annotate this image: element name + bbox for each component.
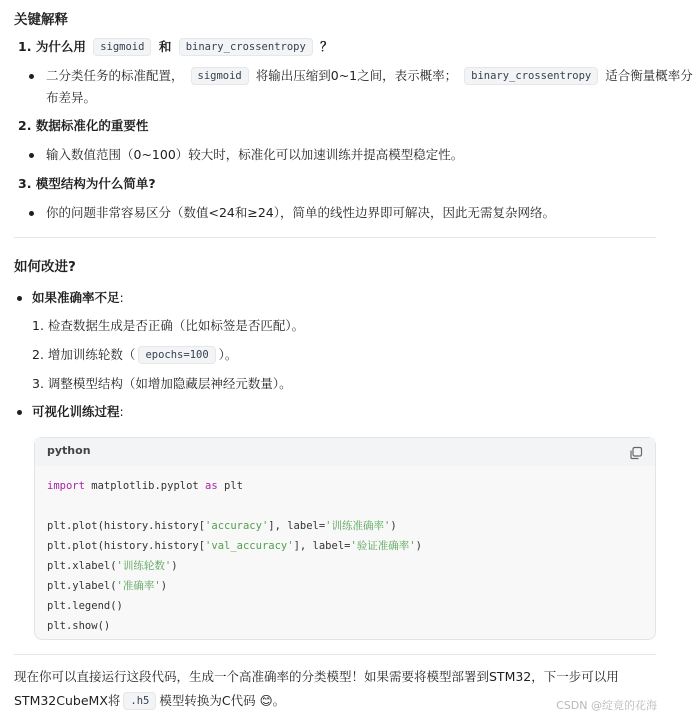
colon: : [119, 290, 124, 305]
item-number: 2. [18, 118, 32, 133]
step-1 [32, 317, 304, 335]
code-text: plt.ylabel( [47, 580, 117, 592]
inline-code: binary_crossentropy [179, 38, 313, 56]
step-text: 调整模型结构（如增加隐藏层神经元数量）。 [47, 376, 292, 391]
bullet-dot [29, 153, 34, 158]
inline-code: sigmoid [93, 38, 151, 56]
code-text: ) [415, 540, 422, 552]
inline-code: binary_crossentropy [464, 67, 598, 85]
colon: : [119, 404, 124, 419]
item-title-suffix: ？ [320, 39, 333, 54]
bullet-text: 将输出压缩到0~1之间，表示概率； [255, 68, 458, 83]
inline-code: .h5 [123, 692, 156, 710]
code-keyword: import [47, 480, 85, 492]
bullet-text-1-cont: 布差异。 [46, 90, 97, 105]
code-line [47, 576, 643, 596]
bullet-dot [17, 296, 22, 301]
bullet-text-3: 你的问题非常容易区分（数值<24和≥24），简单的线性边界即可解决，因此无需复杂网络。 [46, 205, 556, 220]
code-text: ) [171, 560, 178, 572]
footer-line-1: 现在你可以直接运行这段代码，生成一个高准确率的分类模型！如果需要将模型部署到STM32，下一步可以用 [14, 669, 619, 684]
code-line: plt.show() [47, 620, 111, 632]
code-text: plt [217, 480, 243, 492]
section-heading: 关键解释 [14, 12, 68, 28]
code-text: plt.plot(history.history[ [47, 540, 206, 552]
step-3 [32, 375, 292, 393]
step-text: 增加训练轮数（ [47, 347, 136, 362]
bullet-title: 可视化训练过程 [32, 404, 120, 419]
list-item-3 [18, 175, 156, 193]
code-text: matplotlib.pyplot [84, 480, 206, 492]
step-text: ）。 [218, 347, 238, 362]
code-text: plt.plot(history.history[ [47, 520, 206, 532]
code-line [47, 536, 643, 556]
code-line: plt.legend() [47, 600, 123, 612]
code-string: '验证准确率' [350, 540, 416, 552]
bullet-dot [29, 74, 34, 79]
step-number: 1. [32, 318, 44, 333]
code-string: 'val_accuracy' [205, 540, 294, 552]
code-keyword: as [205, 480, 218, 492]
list-item-2 [18, 117, 148, 135]
section-heading: 如何改进? [14, 259, 76, 275]
item-number: 1. [18, 39, 32, 54]
code-block [34, 437, 656, 640]
code-string: '准确率' [116, 580, 161, 592]
footer-text: 。 [272, 693, 286, 708]
divider [14, 237, 656, 238]
code-line-blank [47, 496, 643, 516]
smile-emoji-icon: 😊 [259, 693, 273, 708]
watermark: CSDN @绽竟的花海 [556, 699, 657, 712]
bullet-dot [17, 410, 22, 415]
footer-text: 模型转换为C代码 [159, 693, 256, 708]
code-string: 'accuracy' [205, 520, 269, 532]
bullet-title-visualize [32, 403, 124, 421]
step-number: 2. [32, 347, 44, 362]
bullet-title-improve [32, 289, 124, 307]
step-text: 检查数据生成是否正确（比如标签是否匹配）。 [47, 318, 305, 333]
step-number: 3. [32, 376, 44, 391]
item-title: 模型结构为什么简单? [35, 176, 156, 191]
code-language-label: python [47, 444, 91, 457]
item-title: 为什么用 [35, 39, 86, 54]
bullet-text-2: 输入数值范围（0~100）较大时，标准化可以加速训练并提高模型稳定性。 [46, 147, 464, 162]
code-text: ], label= [268, 520, 326, 532]
bullet-dot [29, 211, 34, 216]
code-text: ) [390, 520, 397, 532]
item-title: 数据标准化的重要性 [35, 118, 149, 133]
code-header [35, 438, 655, 466]
code-line [47, 476, 643, 496]
item-title-connector: 和 [158, 39, 172, 54]
code-text: plt.xlabel( [47, 560, 117, 572]
bullet-title: 如果准确率不足 [32, 290, 120, 305]
inline-code: sigmoid [191, 67, 249, 85]
step-2 [32, 346, 237, 364]
code-content [35, 466, 655, 646]
item-number: 3. [18, 176, 32, 191]
code-line [47, 556, 643, 576]
bullet-text-1 [46, 67, 693, 85]
bullet-text: 二分类任务的标准配置， [46, 68, 184, 83]
footer-line-2 [14, 690, 285, 712]
list-item-1 [18, 38, 333, 56]
code-string: '训练准确率' [325, 520, 391, 532]
divider [14, 654, 656, 655]
inline-code: epochs=100 [138, 346, 215, 364]
bullet-text: 适合衡量概率分 [605, 68, 693, 83]
code-text: ) [160, 580, 168, 592]
code-text: ], label= [293, 540, 351, 552]
code-string: '训练轮数' [116, 560, 172, 572]
code-line [47, 516, 643, 536]
copy-icon[interactable] [629, 446, 643, 460]
footer-text: STM32CubeMX将 [14, 693, 121, 708]
